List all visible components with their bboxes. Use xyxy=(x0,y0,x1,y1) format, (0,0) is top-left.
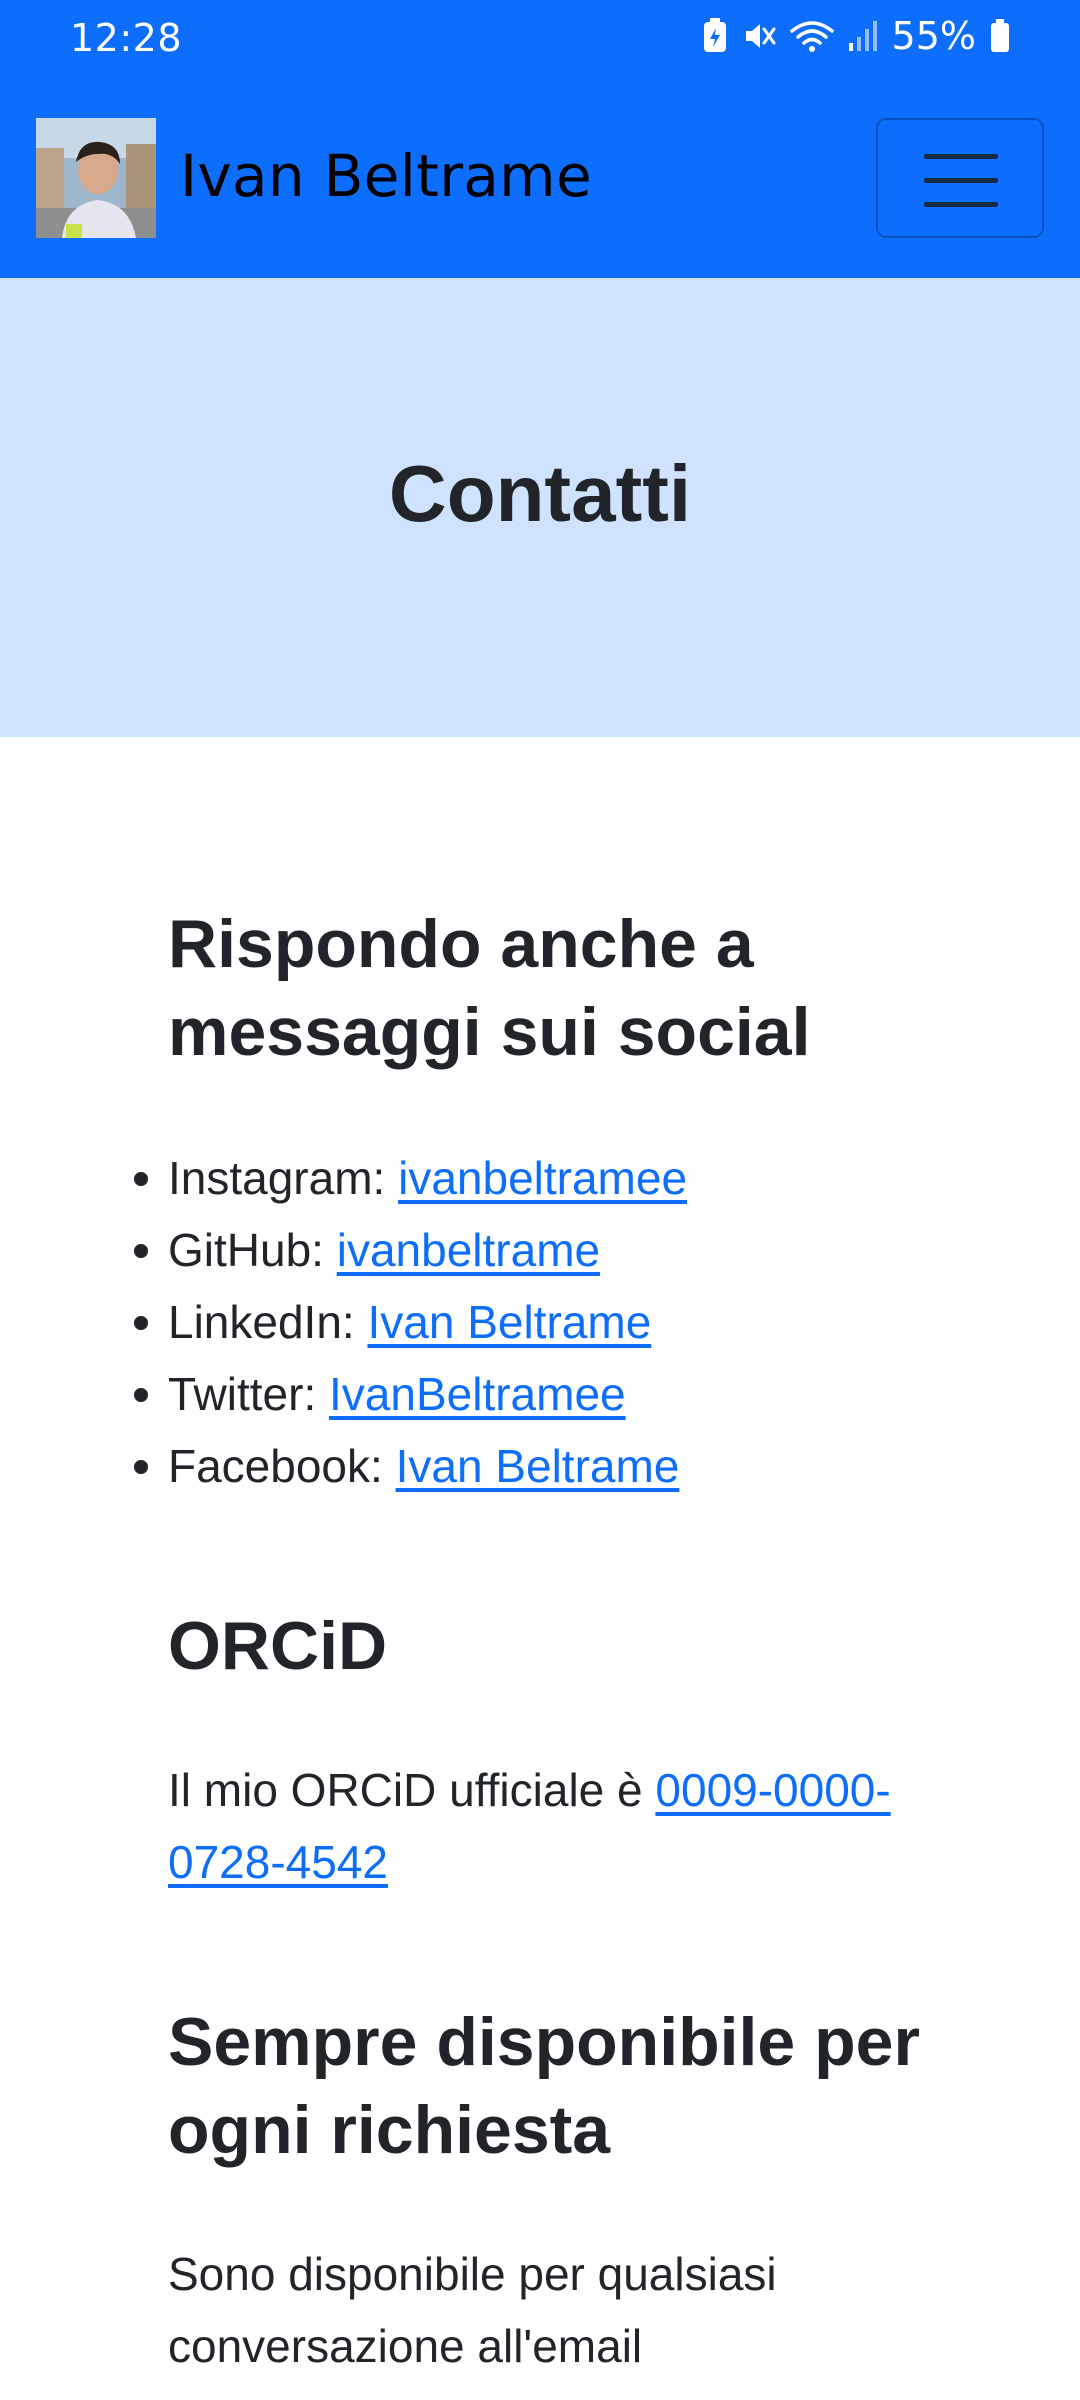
hero-banner xyxy=(0,278,1080,737)
social-label: GitHub: xyxy=(168,1224,337,1276)
orcid-text: Il mio ORCiD ufficiale è xyxy=(168,1764,656,1816)
availability-text: Sono disponibile per qualsiasi conversazione all'email xyxy=(168,2248,777,2372)
social-section xyxy=(168,900,928,1502)
orcid-heading: ORCiD xyxy=(168,1608,388,1684)
navbar xyxy=(0,78,1080,278)
availability-heading: Sempre disponibile per ogni richiesta xyxy=(168,2004,920,2168)
orcid-paragraph xyxy=(168,1754,928,1898)
brand-name[interactable]: Ivan Beltrame xyxy=(180,142,592,210)
mute-icon xyxy=(742,19,776,53)
facebook-link[interactable]: Ivan Beltrame xyxy=(395,1440,680,1492)
battery-icon xyxy=(990,19,1010,53)
instagram-link[interactable]: ivanbeltramee xyxy=(398,1152,688,1204)
availability-section xyxy=(168,1998,928,2382)
social-label: Twitter: xyxy=(168,1368,330,1420)
status-icons xyxy=(702,14,1010,58)
signal-icon xyxy=(848,19,878,53)
wifi-icon xyxy=(790,19,834,53)
social-item-facebook xyxy=(168,1430,928,1502)
avatar[interactable] xyxy=(36,118,156,238)
github-link[interactable]: ivanbeltrame xyxy=(336,1224,601,1276)
social-item-linkedin xyxy=(168,1286,928,1358)
status-bar xyxy=(0,0,1080,78)
social-item-github xyxy=(168,1214,928,1286)
battery-percent: 55% xyxy=(891,14,976,58)
avatar-photo xyxy=(36,118,156,238)
page-title: Contatti xyxy=(388,449,692,538)
battery-saver-icon xyxy=(702,18,728,54)
status-time: 12:28 xyxy=(70,16,183,60)
main-content xyxy=(168,900,928,2382)
orcid-section xyxy=(168,1602,928,1898)
social-item-twitter xyxy=(168,1358,928,1430)
social-list xyxy=(168,1142,928,1502)
social-label: Facebook: xyxy=(168,1440,396,1492)
social-label: LinkedIn: xyxy=(168,1296,368,1348)
orcid-link[interactable]: 0009-0000-0728-4542 xyxy=(168,1764,891,1888)
twitter-link[interactable]: IvanBeltramee xyxy=(329,1368,626,1420)
social-heading: Rispondo anche a messaggi sui social xyxy=(168,906,811,1070)
social-item-instagram xyxy=(168,1142,928,1214)
linkedin-link[interactable]: Ivan Beltrame xyxy=(367,1296,652,1348)
social-label: Instagram: xyxy=(168,1152,399,1204)
menu-toggle-button[interactable] xyxy=(876,118,1044,238)
